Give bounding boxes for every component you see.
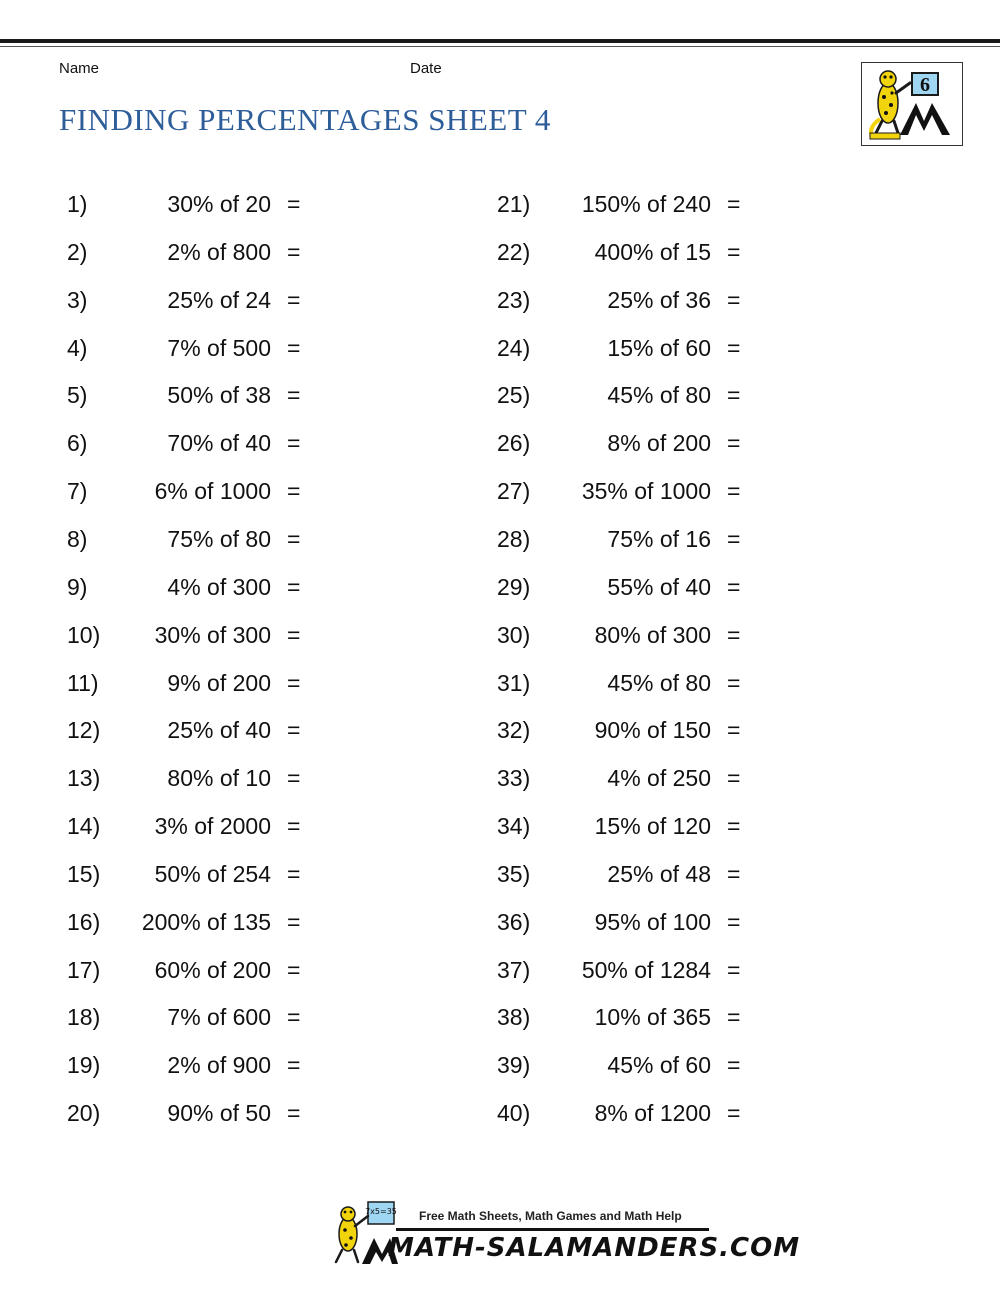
equals-sign: =: [287, 717, 301, 744]
question-expression: 75% of 80: [167, 525, 271, 552]
question-expression: 80% of 300: [594, 621, 711, 648]
question-row: [67, 659, 307, 707]
question-row: [497, 850, 747, 898]
equals-sign: =: [287, 525, 301, 552]
question-expression: 3% of 2000: [154, 813, 271, 840]
equals-sign: =: [287, 956, 301, 983]
equals-sign: =: [727, 478, 741, 505]
question-number: 25): [497, 382, 531, 409]
equals-sign: =: [727, 430, 741, 457]
questions: [0, 180, 1000, 1140]
equals-sign: =: [727, 573, 741, 600]
date-label: Date: [410, 60, 442, 77]
question-row: [67, 754, 307, 802]
question-number: 14): [67, 813, 101, 840]
question-expression: 200% of 135: [141, 908, 271, 935]
question-row: [67, 1089, 307, 1137]
question-row: [497, 1041, 747, 1089]
question-expression: 50% of 38: [167, 382, 271, 409]
question-number: 23): [497, 286, 531, 313]
question-row: [497, 659, 747, 707]
question-number: 27): [497, 478, 531, 505]
question-number: 38): [497, 1004, 531, 1031]
question-expression: 400% of 15: [594, 238, 711, 265]
equals-sign: =: [727, 286, 741, 313]
equals-sign: =: [727, 669, 741, 696]
question-expression: 8% of 200: [607, 430, 711, 457]
top-rule: [0, 39, 1000, 43]
equals-sign: =: [287, 1004, 301, 1031]
question-number: 22): [497, 238, 531, 265]
equals-sign: =: [727, 1100, 741, 1127]
question-row: [497, 754, 747, 802]
question-number: 37): [497, 956, 531, 983]
question-row: [497, 563, 747, 611]
question-expression: 45% of 80: [607, 669, 711, 696]
question-number: 35): [497, 860, 531, 887]
question-row: [67, 276, 307, 324]
equals-sign: =: [287, 860, 301, 887]
question-number: 32): [497, 717, 531, 744]
question-expression: 25% of 40: [167, 717, 271, 744]
question-number: 31): [497, 669, 531, 696]
equals-sign: =: [287, 430, 301, 457]
equals-sign: =: [727, 1004, 741, 1031]
question-row: [67, 898, 307, 946]
question-expression: 90% of 50: [167, 1100, 271, 1127]
question-number: 34): [497, 813, 531, 840]
question-number: 33): [497, 765, 531, 792]
question-expression: 25% of 24: [167, 286, 271, 313]
name-label: Name: [59, 60, 100, 77]
equals-sign: =: [287, 669, 301, 696]
question-number: 19): [67, 1052, 101, 1079]
equals-sign: =: [727, 908, 741, 935]
question-number: 9): [67, 573, 88, 600]
equals-sign: =: [287, 621, 301, 648]
grade-badge: [861, 62, 963, 146]
question-expression: 70% of 40: [167, 430, 271, 457]
question-row: [67, 993, 307, 1041]
question-row: [497, 1089, 747, 1137]
question-expression: 30% of 20: [167, 191, 271, 217]
question-number: 36): [497, 908, 531, 935]
question-number: 16): [67, 908, 101, 935]
equals-sign: =: [287, 191, 301, 217]
question-row: [497, 611, 747, 659]
question-number: 29): [497, 573, 531, 600]
equals-sign: =: [287, 908, 301, 935]
question-expression: 80% of 10: [167, 765, 271, 792]
question-expression: 25% of 48: [607, 860, 711, 887]
question-row: [67, 228, 307, 276]
question-number: 1): [67, 191, 88, 217]
equals-sign: =: [727, 238, 741, 265]
question-expression: 8% of 1200: [594, 1100, 711, 1127]
equals-sign: =: [727, 813, 741, 840]
equals-sign: =: [287, 478, 301, 505]
question-expression: 2% of 900: [167, 1052, 271, 1079]
question-expression: 95% of 100: [594, 908, 711, 935]
equals-sign: =: [727, 765, 741, 792]
question-number: 6): [67, 430, 88, 457]
question-row: [497, 371, 747, 419]
equals-sign: =: [727, 860, 741, 887]
question-number: 28): [497, 525, 531, 552]
equals-sign: =: [727, 717, 741, 744]
question-number: 21): [497, 191, 531, 217]
equals-sign: =: [287, 1100, 301, 1127]
question-expression: 4% of 300: [167, 573, 271, 600]
equals-sign: =: [287, 765, 301, 792]
question-expression: 75% of 16: [607, 525, 711, 552]
question-expression: 30% of 300: [154, 621, 271, 648]
question-expression: 55% of 40: [607, 573, 711, 600]
question-row: [67, 611, 307, 659]
question-number: 20): [67, 1100, 101, 1127]
question-row: [497, 993, 747, 1041]
question-row: [67, 563, 307, 611]
equals-sign: =: [727, 382, 741, 409]
equals-sign: =: [287, 1052, 301, 1079]
question-number: 39): [497, 1052, 531, 1079]
question-expression: 7% of 600: [167, 1004, 271, 1031]
question-number: 17): [67, 956, 101, 983]
footer: [326, 1200, 801, 1270]
question-row: [67, 467, 307, 515]
question-number: 30): [497, 621, 531, 648]
question-row: [497, 706, 747, 754]
question-row: [497, 898, 747, 946]
question-row: [67, 371, 307, 419]
question-row: [67, 802, 307, 850]
salamander-grade-6-icon: [862, 63, 962, 145]
question-row: [67, 850, 307, 898]
question-row: [497, 324, 747, 372]
question-number: 4): [67, 334, 88, 361]
question-expression: 50% of 254: [154, 860, 271, 887]
question-row: [497, 467, 747, 515]
question-expression: 10% of 365: [594, 1004, 711, 1031]
question-expression: 60% of 200: [154, 956, 271, 983]
question-expression: 45% of 60: [607, 1052, 711, 1079]
mascot-sign-text: 7x5=35: [365, 1207, 397, 1216]
equals-sign: =: [287, 382, 301, 409]
question-expression: 9% of 200: [167, 669, 271, 696]
question-expression: 6% of 1000: [154, 478, 271, 505]
question-number: 24): [497, 334, 531, 361]
question-number: 3): [67, 286, 88, 313]
question-row: [67, 515, 307, 563]
grade-number: 6: [920, 74, 930, 96]
footer-rule: [396, 1228, 709, 1231]
question-expression: 90% of 150: [594, 717, 711, 744]
question-expression: 50% of 1284: [581, 956, 711, 983]
question-expression: 150% of 240: [581, 191, 711, 217]
question-row: [67, 706, 307, 754]
question-number: 26): [497, 430, 531, 457]
question-number: 11): [67, 669, 99, 696]
question-row: [497, 180, 747, 228]
equals-sign: =: [287, 573, 301, 600]
question-number: 10): [67, 621, 101, 648]
equals-sign: =: [727, 525, 741, 552]
question-number: 12): [67, 717, 101, 744]
question-row: [67, 324, 307, 372]
question-expression: 35% of 1000: [581, 478, 711, 505]
question-row: [497, 419, 747, 467]
footer-site-logo: MATH-SALAMANDERS.COM: [388, 1233, 801, 1263]
question-row: [67, 180, 307, 228]
equals-sign: =: [727, 621, 741, 648]
equals-sign: =: [727, 191, 741, 217]
question-row: [67, 419, 307, 467]
question-number: 5): [67, 382, 88, 409]
question-number: 13): [67, 765, 101, 792]
question-expression: 25% of 36: [607, 286, 711, 313]
question-expression: 15% of 60: [607, 334, 711, 361]
equals-sign: =: [287, 334, 301, 361]
question-row: [67, 1041, 307, 1089]
equals-sign: =: [727, 334, 741, 361]
equals-sign: =: [287, 813, 301, 840]
question-number: 15): [67, 860, 101, 887]
question-row: [497, 276, 747, 324]
sheet-title: FINDING PERCENTAGES SHEET 4: [59, 102, 551, 137]
equals-sign: =: [287, 286, 301, 313]
footer-tagline: Free Math Sheets, Math Games and Math Help: [419, 1209, 682, 1223]
question-expression: 4% of 250: [607, 765, 711, 792]
equals-sign: =: [287, 238, 301, 265]
question-row: [497, 228, 747, 276]
question-number: 7): [67, 478, 88, 505]
question-number: 18): [67, 1004, 101, 1031]
question-row: [497, 802, 747, 850]
question-number: 8): [67, 525, 88, 552]
question-number: 40): [497, 1100, 531, 1127]
question-row: [497, 946, 747, 994]
equals-sign: =: [727, 1052, 741, 1079]
equals-sign: =: [727, 956, 741, 983]
question-expression: 2% of 800: [167, 238, 271, 265]
question-row: [67, 946, 307, 994]
question-expression: 15% of 120: [594, 813, 711, 840]
question-number: 2): [67, 238, 88, 265]
question-expression: 7% of 500: [167, 334, 271, 361]
question-expression: 45% of 80: [607, 382, 711, 409]
question-row: [497, 515, 747, 563]
